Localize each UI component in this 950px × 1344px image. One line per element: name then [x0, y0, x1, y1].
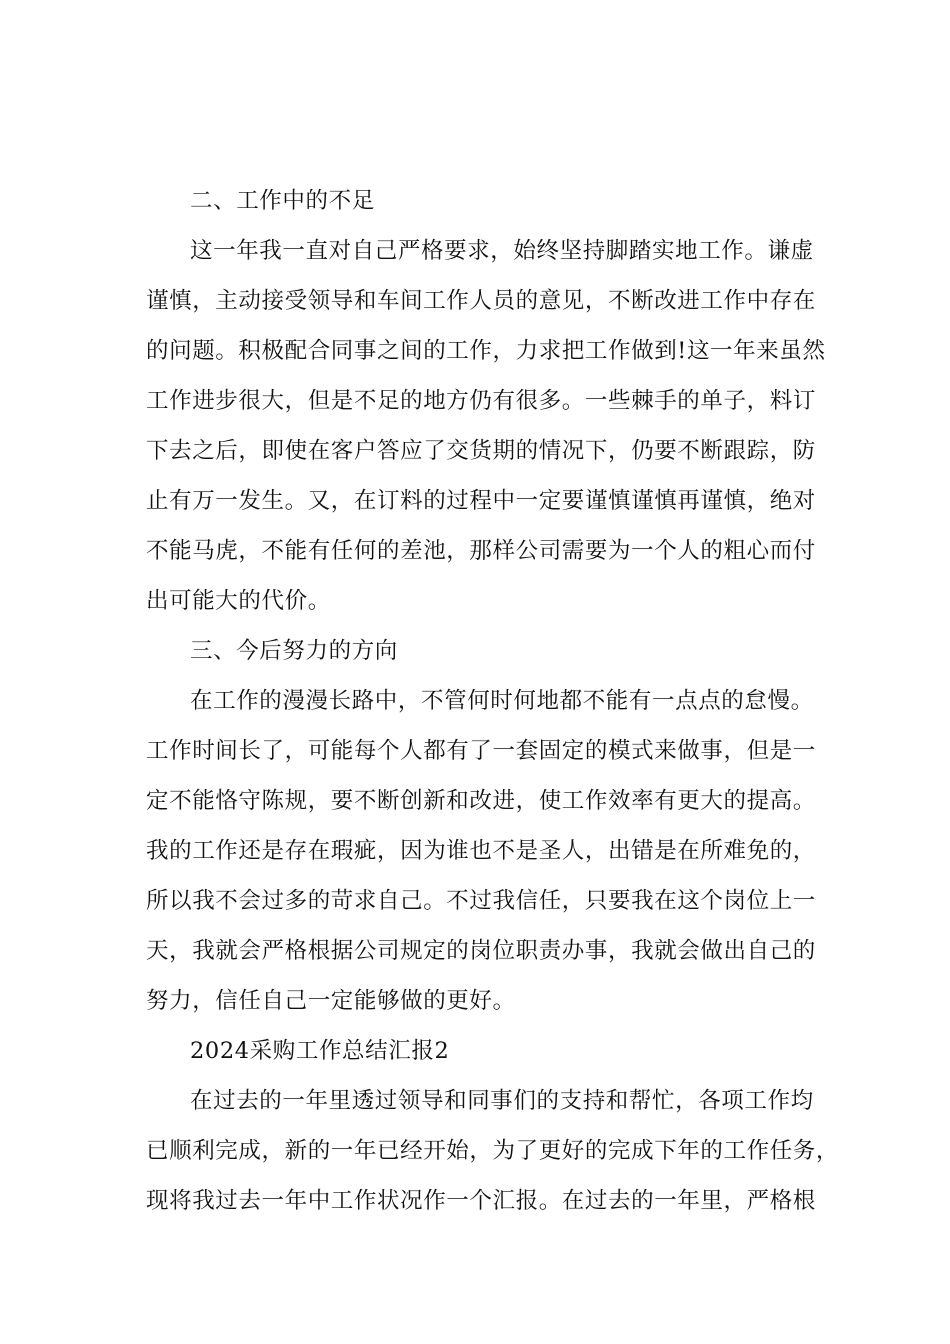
paragraph-line: 在工作的漫漫长路中，不管何时何地都不能有一点点的怠慢。	[190, 688, 814, 714]
paragraph-line: 所以我不会过多的苛求自己。不过我信任，只要我在这个岗位上一	[146, 888, 816, 914]
paragraph-line: 出可能大的代价。	[146, 588, 331, 614]
paragraph-line: 在过去的一年里透过领导和同事们的支持和帮忙，各项工作均	[190, 1088, 814, 1114]
paragraph-line: 工作进步很大，但是不足的地方仍有很多。一些棘手的单子，料订	[146, 388, 816, 414]
paragraph-line: 定不能恪守陈规，要不断创新和改进，使工作效率有更大的提高。	[146, 788, 816, 814]
paragraph-line: 工作时间长了，可能每个人都有了一套固定的模式来做事，但是一	[146, 738, 816, 764]
report-title: 2024采购工作总结汇报2	[190, 1038, 450, 1064]
paragraph-line: 这一年我一直对自己严格要求，始终坚持脚踏实地工作。谦虚	[190, 238, 814, 264]
paragraph-line: 的问题。积极配合同事之间的工作，力求把工作做到!这一年来虽然	[146, 338, 826, 364]
paragraph-line: 止有万一发生。又，在订料的过程中一定要谨慎谨慎再谨慎，绝对	[146, 488, 816, 514]
paragraph-line: 谨慎，主动接受领导和车间工作人员的意见，不断改进工作中存在	[146, 288, 816, 314]
paragraph-line: 下去之后，即使在客户答应了交货期的情况下，仍要不断跟踪，防	[146, 438, 816, 464]
paragraph-line: 天，我就会严格根据公司规定的岗位职责办事，我就会做出自己的	[146, 938, 816, 964]
section-heading-future-direction: 三、今后努力的方向	[190, 638, 398, 664]
paragraph-line: 现将我过去一年中工作状况作一个汇报。在过去的一年里，严格根	[146, 1188, 816, 1214]
paragraph-line: 我的工作还是存在瑕疵，因为谁也不是圣人，出错是在所难免的，	[146, 838, 816, 864]
paragraph-line: 努力，信任自己一定能够做的更好。	[146, 988, 516, 1014]
paragraph-line: 已顺利完成，新的一年已经开始，为了更好的完成下年的工作任务，	[146, 1138, 840, 1164]
section-heading-shortcomings: 二、工作中的不足	[190, 188, 375, 214]
paragraph-line: 不能马虎，不能有任何的差池，那样公司需要为一个人的粗心而付	[146, 538, 816, 564]
